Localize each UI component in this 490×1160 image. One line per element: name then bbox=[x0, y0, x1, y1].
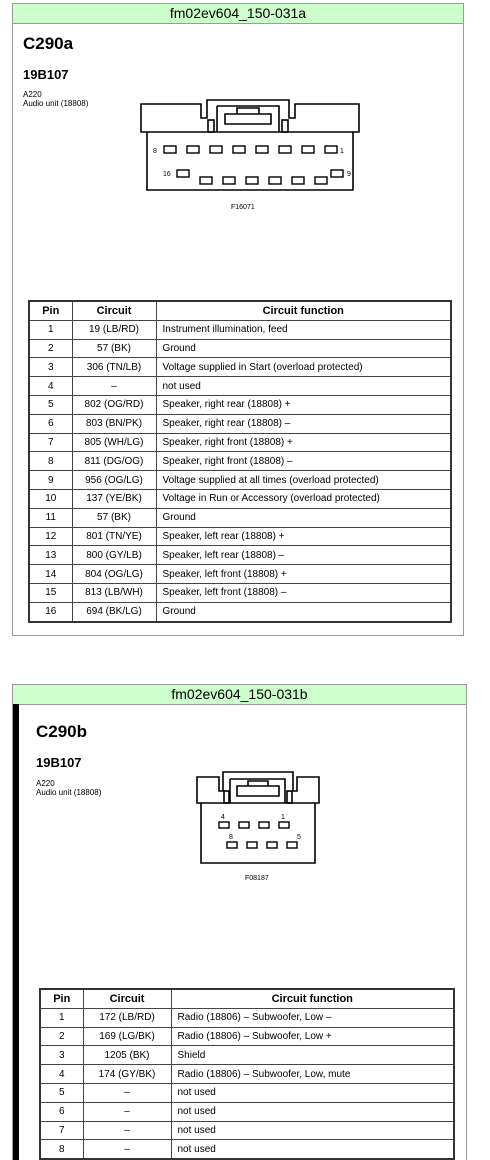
pin-label-bottom-right: 9 bbox=[347, 171, 351, 178]
pinout-table bbox=[28, 300, 452, 623]
part-number: 19B107 bbox=[36, 755, 82, 770]
circuit-cell: – bbox=[72, 377, 156, 396]
pin-label-top-right: 1 bbox=[340, 148, 344, 155]
function-cell: Speaker, left rear (18808) – bbox=[156, 546, 451, 565]
circuit-cell: – bbox=[83, 1102, 171, 1121]
table-row bbox=[29, 377, 451, 396]
table-row bbox=[29, 339, 451, 358]
connector-id: C290b bbox=[36, 722, 88, 741]
circuit-cell: 169 (LG/BK) bbox=[83, 1027, 171, 1046]
pin-cell: 15 bbox=[29, 583, 72, 602]
table-row bbox=[29, 395, 451, 414]
panel-header: fm02ev604_150-031b bbox=[13, 685, 466, 705]
function-cell: not used bbox=[171, 1140, 454, 1159]
pin-cell: 11 bbox=[29, 508, 72, 527]
table-row bbox=[29, 358, 451, 377]
function-cell: not used bbox=[156, 377, 451, 396]
left-divider-bar bbox=[13, 704, 19, 1160]
connector-panel-c290a bbox=[12, 3, 464, 636]
column-header-pin: Pin bbox=[40, 989, 83, 1008]
function-cell: Speaker, left rear (18808) + bbox=[156, 527, 451, 546]
function-cell: Voltage supplied in Start (overload protected) bbox=[156, 358, 451, 377]
pin-cell: 7 bbox=[40, 1121, 83, 1140]
pin-cell: 5 bbox=[40, 1083, 83, 1102]
function-cell: Instrument illumination, feed bbox=[156, 320, 451, 339]
table-row bbox=[29, 320, 451, 339]
table-row bbox=[29, 583, 451, 602]
pin-cell: 7 bbox=[29, 433, 72, 452]
function-cell: Speaker, left front (18808) – bbox=[156, 583, 451, 602]
table-row bbox=[29, 452, 451, 471]
pin-cell: 3 bbox=[29, 358, 72, 377]
table-row bbox=[29, 527, 451, 546]
table-row bbox=[40, 1121, 454, 1140]
function-cell: Ground bbox=[156, 602, 451, 621]
pin-cell: 16 bbox=[29, 602, 72, 621]
function-cell: Speaker, right front (18808) – bbox=[156, 452, 451, 471]
pin-cell: 13 bbox=[29, 546, 72, 565]
circuit-cell: 803 (BN/PK) bbox=[72, 414, 156, 433]
circuit-cell: 804 (OG/LG) bbox=[72, 565, 156, 584]
pin-label-top-right: 1 bbox=[281, 814, 285, 821]
function-cell: Ground bbox=[156, 508, 451, 527]
pin-label-top-left: 4 bbox=[221, 814, 225, 821]
function-cell: Voltage supplied at all times (overload protected) bbox=[156, 471, 451, 490]
pin-cell: 3 bbox=[40, 1046, 83, 1065]
circuit-cell: 19 (LB/RD) bbox=[72, 320, 156, 339]
pin-cell: 2 bbox=[29, 339, 72, 358]
table-row bbox=[40, 1008, 454, 1027]
location-code: A220 bbox=[23, 90, 42, 99]
table-row bbox=[40, 1102, 454, 1121]
location-description: Audio unit (18808) bbox=[36, 788, 102, 797]
circuit-cell: 811 (DG/OG) bbox=[72, 452, 156, 471]
function-cell: Ground bbox=[156, 339, 451, 358]
pin-cell: 6 bbox=[40, 1102, 83, 1121]
function-cell: Speaker, right front (18808) + bbox=[156, 433, 451, 452]
figure-code: F08187 bbox=[245, 875, 269, 882]
connector-id: C290a bbox=[23, 34, 74, 53]
column-header-circuit: Circuit bbox=[72, 301, 156, 320]
part-number: 19B107 bbox=[23, 67, 69, 82]
pin-cell: 4 bbox=[29, 377, 72, 396]
circuit-cell: 802 (OG/RD) bbox=[72, 395, 156, 414]
pin-cell: 5 bbox=[29, 395, 72, 414]
circuit-cell: 137 (YE/BK) bbox=[72, 489, 156, 508]
table-row bbox=[40, 1083, 454, 1102]
circuit-cell: 172 (LB/RD) bbox=[83, 1008, 171, 1027]
circuit-cell: – bbox=[83, 1121, 171, 1140]
function-cell: Speaker, right rear (18808) – bbox=[156, 414, 451, 433]
connector-face-diagram bbox=[135, 96, 365, 206]
table-row bbox=[29, 489, 451, 508]
table-header-row bbox=[40, 989, 454, 1008]
function-cell: Radio (18806) – Subwoofer, Low – bbox=[171, 1008, 454, 1027]
pin-cell: 9 bbox=[29, 471, 72, 490]
connector-diagram-svg bbox=[193, 769, 323, 867]
pin-cell: 10 bbox=[29, 489, 72, 508]
column-header-function: Circuit function bbox=[156, 301, 451, 320]
function-cell: Speaker, left front (18808) + bbox=[156, 565, 451, 584]
table-row bbox=[40, 1065, 454, 1084]
table-row bbox=[40, 1027, 454, 1046]
circuit-cell: 57 (BK) bbox=[72, 508, 156, 527]
circuit-cell: 174 (GY/BK) bbox=[83, 1065, 171, 1084]
table-row bbox=[29, 565, 451, 584]
pin-cell: 1 bbox=[29, 320, 72, 339]
circuit-cell: 801 (TN/YE) bbox=[72, 527, 156, 546]
table-row bbox=[29, 546, 451, 565]
function-cell: not used bbox=[171, 1121, 454, 1140]
circuit-cell: 805 (WH/LG) bbox=[72, 433, 156, 452]
pin-cell: 8 bbox=[29, 452, 72, 471]
column-header-function: Circuit function bbox=[171, 989, 454, 1008]
panel-header: fm02ev604_150-031a bbox=[13, 4, 463, 24]
connector-panel-c290b bbox=[12, 684, 467, 1160]
function-cell: Speaker, right rear (18808) + bbox=[156, 395, 451, 414]
circuit-cell: 1205 (BK) bbox=[83, 1046, 171, 1065]
pinout-table bbox=[39, 988, 455, 1160]
circuit-cell: – bbox=[83, 1140, 171, 1159]
circuit-cell: 813 (LB/WH) bbox=[72, 583, 156, 602]
location-code: A220 bbox=[36, 779, 55, 788]
pin-label-bottom-left: 8 bbox=[229, 834, 233, 841]
circuit-cell: 956 (OG/LG) bbox=[72, 471, 156, 490]
pin-cell: 14 bbox=[29, 565, 72, 584]
pin-cell: 6 bbox=[29, 414, 72, 433]
table-header-row bbox=[29, 301, 451, 320]
pin-label-bottom-left: 16 bbox=[163, 171, 171, 178]
pin-label-bottom-right: 5 bbox=[297, 834, 301, 841]
table-row bbox=[40, 1140, 454, 1159]
circuit-cell: – bbox=[83, 1083, 171, 1102]
pin-cell: 2 bbox=[40, 1027, 83, 1046]
connector-diagram-svg bbox=[135, 96, 365, 206]
figure-code: F16071 bbox=[231, 204, 255, 211]
function-cell: Voltage in Run or Accessory (overload protected) bbox=[156, 489, 451, 508]
function-cell: Radio (18806) – Subwoofer, Low, mute bbox=[171, 1065, 454, 1084]
pin-cell: 12 bbox=[29, 527, 72, 546]
pin-label-top-left: 8 bbox=[153, 148, 157, 155]
function-cell: Radio (18806) – Subwoofer, Low + bbox=[171, 1027, 454, 1046]
circuit-cell: 694 (BK/LG) bbox=[72, 602, 156, 621]
table-row bbox=[29, 433, 451, 452]
pin-cell: 1 bbox=[40, 1008, 83, 1027]
function-cell: not used bbox=[171, 1102, 454, 1121]
table-row bbox=[29, 602, 451, 621]
pin-cell: 8 bbox=[40, 1140, 83, 1159]
column-header-circuit: Circuit bbox=[83, 989, 171, 1008]
column-header-pin: Pin bbox=[29, 301, 72, 320]
circuit-cell: 800 (GY/LB) bbox=[72, 546, 156, 565]
location-description: Audio unit (18808) bbox=[23, 99, 89, 108]
circuit-cell: 306 (TN/LB) bbox=[72, 358, 156, 377]
table-row bbox=[29, 414, 451, 433]
table-row bbox=[29, 471, 451, 490]
function-cell: Shield bbox=[171, 1046, 454, 1065]
circuit-cell: 57 (BK) bbox=[72, 339, 156, 358]
table-row bbox=[40, 1046, 454, 1065]
table-row bbox=[29, 508, 451, 527]
function-cell: not used bbox=[171, 1083, 454, 1102]
pin-cell: 4 bbox=[40, 1065, 83, 1084]
connector-face-diagram bbox=[193, 769, 323, 867]
